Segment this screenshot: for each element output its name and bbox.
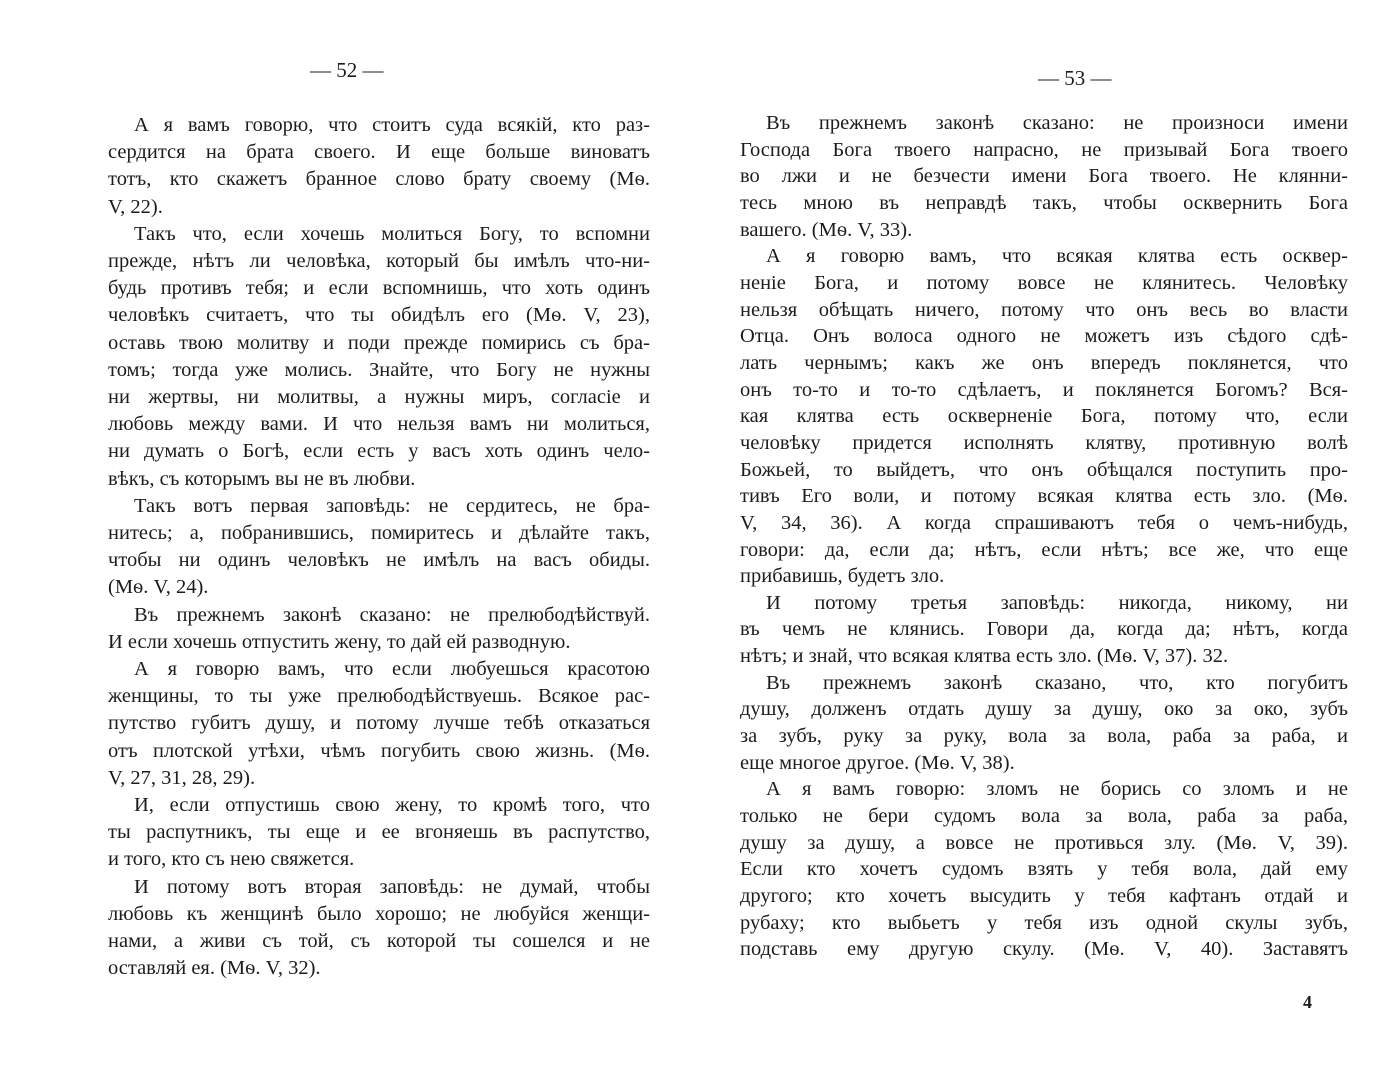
text-line: чтобы ни одинъ человѣкъ не имѣлъ на васъ обиды. — [108, 549, 650, 572]
text-line: женщины, то ты уже прелюбодѣйствуешь. Всякое рас- — [108, 685, 650, 708]
text-line: И, если отпустишь свою жену, то кромѣ того, что — [134, 794, 650, 817]
text-line: Если кто хочетъ судомъ взять у тебя вола, дай ему — [740, 858, 1348, 881]
paragraph — [740, 243, 1348, 590]
text-line: Въ прежнемъ законѣ сказано: не прелюбодѣйствуй. — [134, 603, 650, 626]
text-line: томъ; тогда уже молись. Знайте, что Богу не нужны — [108, 358, 650, 381]
text-line: А я говорю вамъ, что если любуешься красотою — [134, 658, 650, 681]
text-line: оставляй ея. (Мѳ. V, 32). — [108, 957, 321, 980]
text-line: онъ то-то и то-то сдѣлаетъ, и поклянется Богомъ? Вся- — [740, 378, 1348, 401]
text-line: во лжи и не безчести имени Бога твоего. Не клянни- — [740, 165, 1348, 188]
text-line: отъ плотской утѣхи, чѣмъ погубить свою жизнь. (Мѳ. — [108, 739, 650, 762]
text-line: еще многое другое. (Мѳ. V, 38). — [740, 751, 1015, 774]
text-line: лать чернымъ; какъ же онъ впередъ поклянется, что — [740, 351, 1348, 374]
text-line: вѣкъ, съ которымъ вы не въ любви. — [108, 467, 416, 490]
text-line: ни думать о Богѣ, если есть у васъ хоть одинъ чело- — [108, 440, 650, 463]
paragraph — [740, 590, 1348, 670]
text-line: V, 34, 36). А когда спрашиваютъ тебя о чемъ-нибудь, — [740, 511, 1348, 534]
text-line: Отца. Онъ волоса одного не можетъ изъ сѣдого сдѣ- — [740, 325, 1348, 348]
text-line: Такъ что, если хочешь молиться Богу, то вспомни — [134, 222, 650, 245]
page-number: — 52 — — [310, 58, 384, 82]
right-page — [700, 0, 1399, 1080]
text-line: тотъ, кто скажетъ бранное слово брату своему (Мѳ. — [108, 168, 650, 191]
text-line: будь противъ тебя; и если вспомнишь, что хоть одинъ — [108, 277, 650, 300]
text-line: А я вамъ говорю, что стоитъ суда всякій, кто раз- — [134, 114, 650, 136]
paragraph — [108, 493, 650, 602]
text-line: и того, кто съ нею свяжется. — [108, 848, 355, 871]
text-line: И потому вотъ вторая заповѣдь: не думай, чтобы — [134, 875, 650, 898]
text-line: И если хочешь отпустить жену, то дай ей разводную. — [108, 630, 571, 653]
text-line: человѣку придется исполнять клятву, противную волѣ — [740, 431, 1348, 454]
text-line: неніе Бога, и потому вовсе не клянитесь. Человѣку — [740, 271, 1348, 294]
text-line: рубаху; кто выбьетъ у тебя изъ одной скулы зубъ, — [740, 911, 1348, 934]
text-line: подставь ему другую скулу. (Мѳ. V, 40). Заставятъ — [740, 938, 1348, 961]
text-line: говори: да, если да; нѣтъ, если нѣтъ; все же, что еще — [740, 538, 1348, 561]
text-line: кая клятва есть оскверненіе Бога, потому что, если — [740, 405, 1348, 428]
text-line: Божьей, то выйдетъ, что онъ обѣщался поступить про- — [740, 458, 1348, 481]
page-body-text — [108, 112, 650, 983]
text-line: за зубъ, руку за руку, вола за вола, раба за раба, и — [740, 725, 1348, 748]
paragraph — [108, 221, 650, 493]
paragraph — [108, 874, 650, 983]
text-line: V, 22). — [108, 195, 163, 218]
paragraph — [108, 656, 650, 792]
text-line: только не бери судомъ вола за вола, раба за раба, — [740, 805, 1348, 828]
text-line: вашего. (Мѳ. V, 33). — [740, 218, 913, 241]
text-line: душу, долженъ отдать душу за душу, око за око, зубъ — [740, 698, 1348, 721]
paragraph — [740, 776, 1348, 963]
text-line: нитесь; а, побранившись, помиритесь и дѣлайте такъ, — [108, 522, 650, 545]
text-line: прежде, нѣтъ ли человѣка, который бы имѣлъ что-ни- — [108, 250, 650, 273]
paragraph — [740, 670, 1348, 777]
text-line: другого; кто хочетъ высудить у тебя кафтанъ отдай и — [740, 885, 1348, 908]
text-line: душу за душу, а вовсе не противься злу. (Мѳ. V, 39). — [740, 831, 1348, 854]
text-line: нельзя обѣщать ничего, потому что онъ весь во власти — [740, 298, 1348, 321]
text-line: V, 27, 31, 28, 29). — [108, 766, 256, 789]
text-line: Въ прежнемъ законѣ сказано: не произноси имени — [766, 112, 1348, 134]
text-line: любовь къ женщинѣ было хорошо; не любуйся женщи- — [108, 902, 650, 925]
text-line: нѣтъ; и знай, что всякая клятва есть зло. (Мѳ. V, 37). 32. — [740, 645, 1229, 668]
text-line: (Мѳ. V, 24). — [108, 576, 209, 599]
page-body-text — [740, 110, 1348, 963]
text-line: Такъ вотъ первая заповѣдь: не сердитесь, не бра- — [134, 494, 650, 517]
text-line: Въ прежнемъ законѣ сказано, что, кто погубитъ — [766, 671, 1348, 694]
text-line: въ чемъ не клянись. Говори да, когда да; нѣтъ, когда — [740, 618, 1348, 641]
paragraph — [108, 602, 650, 656]
paragraph — [740, 110, 1348, 243]
signature-mark: 4 — [1303, 992, 1312, 1012]
text-line: тесь мною въ неправдѣ такъ, чтобы осквернить Бога — [740, 191, 1348, 214]
text-line: нами, а живи съ той, съ которой ты сошелся и не — [108, 930, 650, 953]
text-line: тивъ Его воли, и потому всякая клятва есть зло. (Мѳ. — [740, 485, 1348, 508]
text-line: А я вамъ говорю: зломъ не борись со зломъ и не — [766, 778, 1348, 801]
text-line: человѣкъ считаетъ, что ты обидѣлъ его (Мѳ. V, 23), — [108, 304, 650, 327]
text-line: Господа Бога твоего напрасно, не призывай Бога твоего — [740, 138, 1348, 161]
text-line: любовь между вами. И что нельзя вамъ ни молиться, — [108, 413, 650, 436]
text-line: путство губитъ душу, и потому лучше тебѣ отказаться — [108, 712, 650, 735]
text-line: А я говорю вамъ, что всякая клятва есть осквер- — [766, 245, 1348, 268]
paragraph — [108, 792, 650, 874]
text-line: сердится на брата своего. И еще больше виноватъ — [108, 141, 650, 164]
paragraph — [108, 112, 650, 221]
text-line: оставь твою молитву и поди прежде помирись съ бра- — [108, 331, 650, 354]
page-number: — 53 — — [1038, 66, 1112, 90]
text-line: прибавишь, будетъ зло. — [740, 565, 945, 588]
text-line: ты распутникъ, ты еще и ее вгоняешь въ распутство, — [108, 821, 650, 844]
text-line: ни жертвы, ни молитвы, а нужны миръ, согласіе и — [108, 386, 650, 409]
text-line: И потому третья заповѣдь: никогда, никому, ни — [766, 591, 1348, 614]
